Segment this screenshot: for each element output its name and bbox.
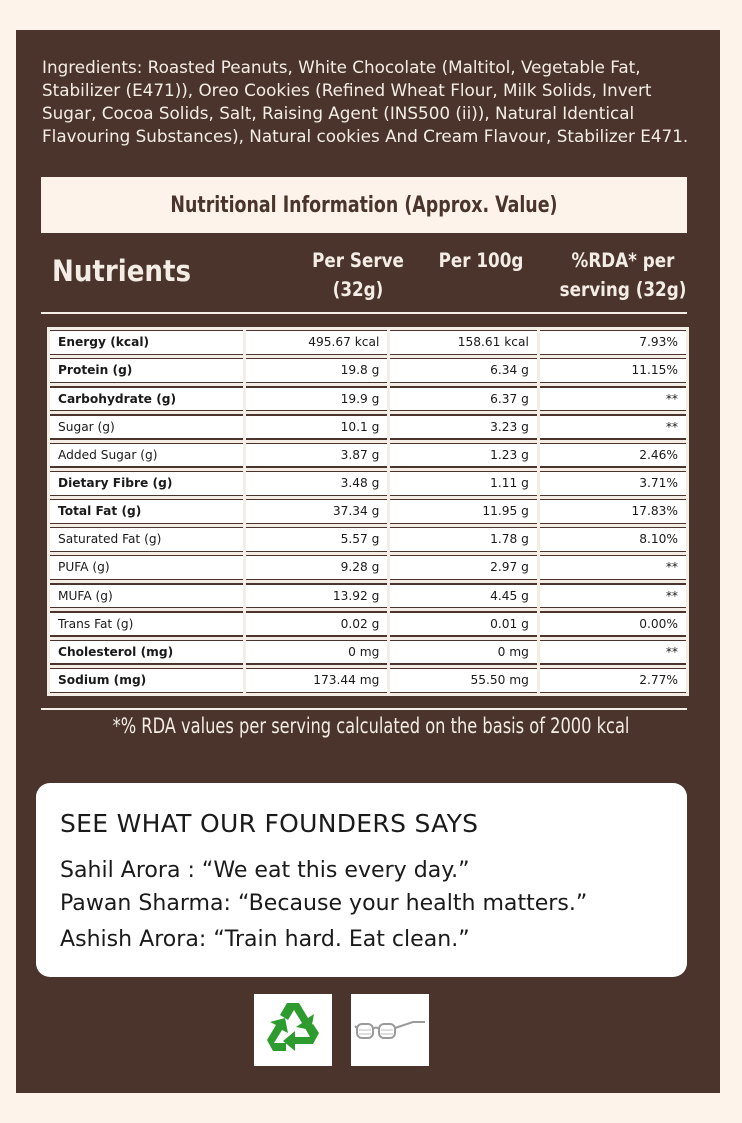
rda-cell: 0.00% xyxy=(540,613,686,636)
per-100g-cell: 2.97 g xyxy=(390,556,537,579)
nutrient-name-cell: Cholesterol (mg) xyxy=(50,641,243,664)
per-100g-cell-wrap xyxy=(389,638,539,666)
nutrient-name-cell: MUFA (g) xyxy=(50,585,243,608)
per-100g-cell-wrap xyxy=(389,525,539,553)
nutrient-name-cell-wrap xyxy=(49,525,245,553)
nutrient-name-cell-wrap xyxy=(49,610,245,638)
glasses-icon xyxy=(351,994,429,1066)
per-100g-header: Per 100g xyxy=(438,249,524,272)
rda-cell-wrap xyxy=(538,329,687,357)
rda-cell: ** xyxy=(540,585,686,608)
rda-cell-wrap xyxy=(538,469,687,497)
per-serve-cell-wrap xyxy=(244,357,389,385)
rda-header xyxy=(559,246,688,304)
table-row xyxy=(49,413,688,441)
product-label-panel xyxy=(16,30,720,1093)
per-serve-cell: 0.02 g xyxy=(246,613,388,636)
founder-quote-ashish: Ashish Arora: “Train hard. Eat clean.” xyxy=(60,926,470,952)
rda-cell-wrap xyxy=(538,554,687,582)
per-100g-cell: 55.50 mg xyxy=(390,669,537,692)
rda-cell-wrap xyxy=(538,525,687,553)
nutrition-title-bar xyxy=(41,177,687,233)
rda-cell-wrap xyxy=(538,357,687,385)
table-row xyxy=(49,357,688,385)
nutrient-name-cell: Added Sugar (g) xyxy=(50,444,243,467)
per-100g-cell: 4.45 g xyxy=(390,585,537,608)
nutrient-name-cell: Saturated Fat (g) xyxy=(50,528,243,551)
per-100g-cell-wrap xyxy=(389,497,539,525)
nutrient-name-cell-wrap xyxy=(49,638,245,666)
per-100g-cell: 1.78 g xyxy=(390,528,537,551)
nutrient-name-cell-wrap xyxy=(49,582,245,610)
per-100g-cell-wrap xyxy=(389,582,539,610)
rda-header-line2: serving (32g) xyxy=(559,278,687,301)
per-serve-cell: 3.87 g xyxy=(246,444,388,467)
table-row xyxy=(49,385,688,413)
nutrient-name-cell: Trans Fat (g) xyxy=(50,613,243,636)
per-serve-cell-wrap xyxy=(244,441,389,469)
nutrient-name-cell-wrap xyxy=(49,441,245,469)
rda-cell: 8.10% xyxy=(540,528,686,551)
table-row xyxy=(49,638,688,666)
per-100g-cell-wrap xyxy=(389,610,539,638)
rda-cell-wrap xyxy=(538,666,687,694)
header-divider xyxy=(41,312,687,314)
nutrition-title: Nutritional Information (Approx. Value) xyxy=(170,192,558,218)
nutrient-name-cell: Carbohydrate (g) xyxy=(50,388,243,411)
rda-cell-wrap xyxy=(538,413,687,441)
nutrient-name-cell-wrap xyxy=(49,413,245,441)
per-100g-cell-wrap xyxy=(389,357,539,385)
per-100g-cell: 6.37 g xyxy=(390,388,537,411)
per-serve-cell: 5.57 g xyxy=(246,528,388,551)
per-serve-cell-wrap xyxy=(244,638,389,666)
table-row xyxy=(49,666,688,694)
nutrient-name-cell: Sugar (g) xyxy=(50,416,243,439)
per-serve-cell-wrap xyxy=(244,582,389,610)
per-100g-cell: 6.34 g xyxy=(390,359,537,382)
per-100g-cell-wrap xyxy=(389,385,539,413)
per-serve-cell: 495.67 kcal xyxy=(246,331,388,354)
rda-cell: 2.77% xyxy=(540,669,686,692)
nutrient-name-cell: Protein (g) xyxy=(50,359,243,382)
per-100g-cell-wrap xyxy=(389,441,539,469)
nutrient-name-cell: Dietary Fibre (g) xyxy=(50,472,243,495)
ingredients-text: Ingredients: Roasted Peanuts, White Chocolate (Maltitol, Vegetable Fat, Stabilizer (E471)), Oreo Cookies (Refined Wheat Flour, Milk Solids, Invert Sugar, Cocoa Solids, Salt, Raising Agent (INS500 (ii)), Natural Identical Flavouring Substances), Natural cookies And Cream Flavour, Stabilizer E471. xyxy=(42,57,689,146)
per-100g-cell: 0.01 g xyxy=(390,613,537,636)
per-serve-cell-wrap xyxy=(244,554,389,582)
nutrient-name-cell-wrap xyxy=(49,385,245,413)
per-100g-cell-wrap xyxy=(389,329,539,357)
per-serve-cell: 173.44 mg xyxy=(246,669,388,692)
per-100g-cell-wrap xyxy=(389,469,539,497)
per-100g-cell: 1.23 g xyxy=(390,444,537,467)
nutrition-table xyxy=(47,327,689,696)
rda-cell: 11.15% xyxy=(540,359,686,382)
per-100g-cell: 1.11 g xyxy=(390,472,537,495)
per-serve-cell: 10.1 g xyxy=(246,416,388,439)
per-serve-cell-wrap xyxy=(244,385,389,413)
rda-cell: ** xyxy=(540,416,686,439)
founders-card xyxy=(36,783,687,977)
table-row xyxy=(49,525,688,553)
per-100g-cell: 0 mg xyxy=(390,641,537,664)
rda-cell-wrap xyxy=(538,497,687,525)
per-serve-header-line1: Per Serve xyxy=(312,249,404,272)
per-serve-cell: 13.92 g xyxy=(246,585,388,608)
rda-header-line1: %RDA* per xyxy=(571,249,675,272)
table-row xyxy=(49,497,688,525)
rda-cell: 3.71% xyxy=(540,472,686,495)
per-serve-cell-wrap xyxy=(244,610,389,638)
nutrient-name-cell-wrap xyxy=(49,329,245,357)
per-100g-cell: 11.95 g xyxy=(390,500,537,523)
founder-quote-sahil: Sahil Arora : “We eat this every day.” xyxy=(60,857,470,883)
nutrient-name-cell: Sodium (mg) xyxy=(50,669,243,692)
per-serve-cell-wrap xyxy=(244,469,389,497)
per-serve-cell: 37.34 g xyxy=(246,500,388,523)
nutrients-header: Nutrients xyxy=(52,254,192,288)
table-row xyxy=(49,582,688,610)
per-serve-cell: 3.48 g xyxy=(246,472,388,495)
founders-title: SEE WHAT OUR FOUNDERS SAYS xyxy=(60,809,479,838)
table-row xyxy=(49,329,688,357)
nutrient-name-cell-wrap xyxy=(49,497,245,525)
per-100g-cell-wrap xyxy=(389,413,539,441)
nutrient-name-cell-wrap xyxy=(49,666,245,694)
per-100g-cell-wrap xyxy=(389,666,539,694)
per-serve-cell: 19.8 g xyxy=(246,359,388,382)
rda-cell: ** xyxy=(540,556,686,579)
per-serve-cell-wrap xyxy=(244,666,389,694)
founder-quote-pawan: Pawan Sharma: “Because your health matters.” xyxy=(60,890,588,916)
rda-cell: 7.93% xyxy=(540,331,686,354)
per-serve-cell: 19.9 g xyxy=(246,388,388,411)
nutrient-name-cell-wrap xyxy=(49,469,245,497)
recycle-icon xyxy=(254,994,332,1066)
rda-cell-wrap xyxy=(538,638,687,666)
table-row xyxy=(49,554,688,582)
rda-cell-wrap xyxy=(538,385,687,413)
nutrient-name-cell: Total Fat (g) xyxy=(50,500,243,523)
rda-cell-wrap xyxy=(538,582,687,610)
rda-cell: ** xyxy=(540,641,686,664)
table-row xyxy=(49,441,688,469)
rda-cell: 2.46% xyxy=(540,444,686,467)
per-serve-header xyxy=(306,246,409,304)
table-bottom-divider xyxy=(41,708,687,710)
per-serve-cell: 0 mg xyxy=(246,641,388,664)
per-serve-cell: 9.28 g xyxy=(246,556,388,579)
per-serve-cell-wrap xyxy=(244,413,389,441)
nutrient-name-cell-wrap xyxy=(49,357,245,385)
per-serve-cell-wrap xyxy=(244,329,389,357)
nutrition-table-wrap xyxy=(47,327,689,696)
nutrient-name-cell-wrap xyxy=(49,554,245,582)
per-100g-cell: 158.61 kcal xyxy=(390,331,537,354)
per-serve-cell-wrap xyxy=(244,497,389,525)
per-serve-cell-wrap xyxy=(244,525,389,553)
rda-cell: ** xyxy=(540,388,686,411)
per-100g-cell-wrap xyxy=(389,554,539,582)
rda-cell: 17.83% xyxy=(540,500,686,523)
table-row xyxy=(49,610,688,638)
rda-footnote: *% RDA values per serving calculated on the basis of 2000 kcal xyxy=(112,714,630,738)
per-100g-cell: 3.23 g xyxy=(390,416,537,439)
nutrient-name-cell: Energy (kcal) xyxy=(50,331,243,354)
rda-cell-wrap xyxy=(538,441,687,469)
rda-cell-wrap xyxy=(538,610,687,638)
table-row xyxy=(49,469,688,497)
nutrient-name-cell: PUFA (g) xyxy=(50,556,243,579)
per-serve-header-line2: (32g) xyxy=(332,278,384,301)
